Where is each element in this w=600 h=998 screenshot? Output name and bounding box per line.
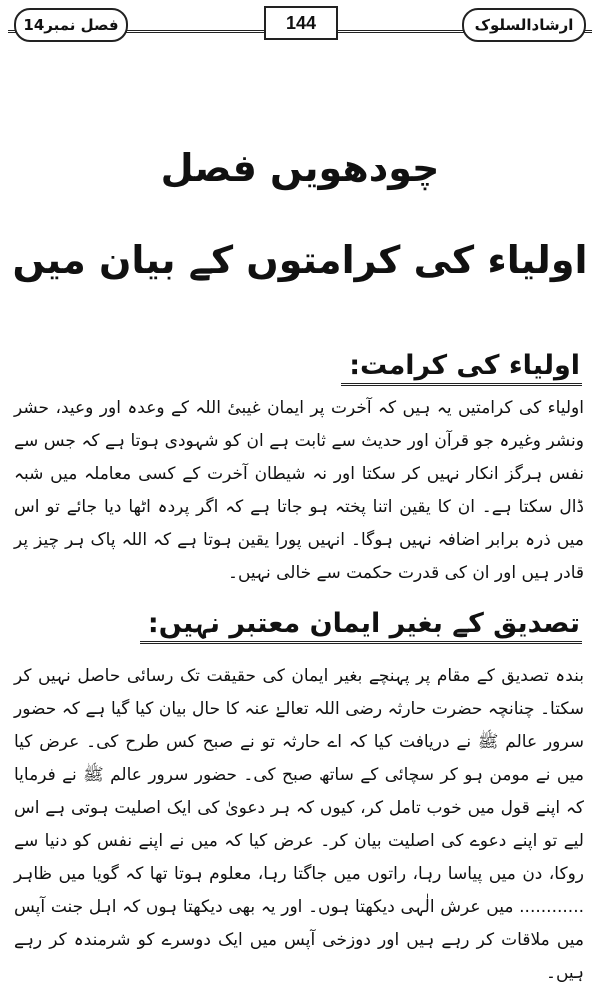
section-heading-karamat: اولیاء کی کرامت: <box>341 350 582 386</box>
section-heading-tasdiq: تصدیق کے بغیر ایمان معتبر نہیں: <box>140 608 582 644</box>
chapter-subtitle: اولیاء کی کرامتوں کے بیان میں <box>12 238 588 282</box>
chapter-number-label: فصل نمبر14 <box>14 8 128 42</box>
book-title: ارشادالسلوک <box>462 8 586 42</box>
page-header <box>8 4 592 46</box>
section-body-tasdiq: بندہ تصدیق کے مقام پر پہنچے بغیر ایمان کی حقیقت تک رسائی حاصل نہیں کر سکتا۔ چنانچہ حضرت حارثہ رضی اللہ تعالےٰ عنہ کا حال بیان کیا گیا ہے کہ حضور سرور عالم ﷺ نے دریافت کیا کہ اے حارثہ تو نے صبح کس طرح کی۔ عرض کیا میں نے مومن ہو کر سچائی کے ساتھ صبح کی۔ حضور سرور عالم ﷺ نے فرمایا کہ اپنے قول میں خوب تامل کر، کیوں کہ ہر دعویٰ کی ایک اصلیت ہوتی ہے اس لیے تو اپنے دعوے کی اصلیت بیان کر۔ عرض کیا کہ میں نے اپنے نفس کو دنیا سے روکا، دن میں پیاسا رہا، راتوں میں جاگتا رہا، معلوم ہوتا تھا کہ گویا میں ظاہر ............ میں عرش الٰہی دیکھتا ہوں۔ اور یہ بھی دیکھتا ہوں کہ اہل جنت آپس میں ملاقات کر رہے ہیں اور دوزخی آپس میں ایک دوسرے کو شرمندہ کر رہے ہیں۔ <box>14 666 584 983</box>
chapter-title: چودھویں فصل <box>160 146 440 190</box>
section-body-karamat: اولیاء کی کرامتیں یہ ہیں کہ آخرت پر ایمان غیبیٔ اللہ کے وعدہ اور وعید، حشر ونشر وغیرہ جو قرآن اور حدیث سے ثابت ہے ان کو شہودی ہوتا ہے کہ جس سے نفس ہرگز انکار نہیں کر سکتا اور نہ شیطان آخرت کے کسی معاملہ میں شبہ ڈال سکتا ہے۔ ان کا یقین اتنا پختہ ہو جاتا ہے کہ اگر پردہ اٹھا دیا جائے تو اس میں ذرہ برابر اضافہ نہیں ہوگا۔ انہیں پورا یقین ہوتا ہے کہ اللہ پاک ہر چیز پر قادر ہیں اور ان کی قدرت حکمت سے خالی نہیں۔ <box>14 398 584 583</box>
page-number: 144 <box>264 6 338 40</box>
